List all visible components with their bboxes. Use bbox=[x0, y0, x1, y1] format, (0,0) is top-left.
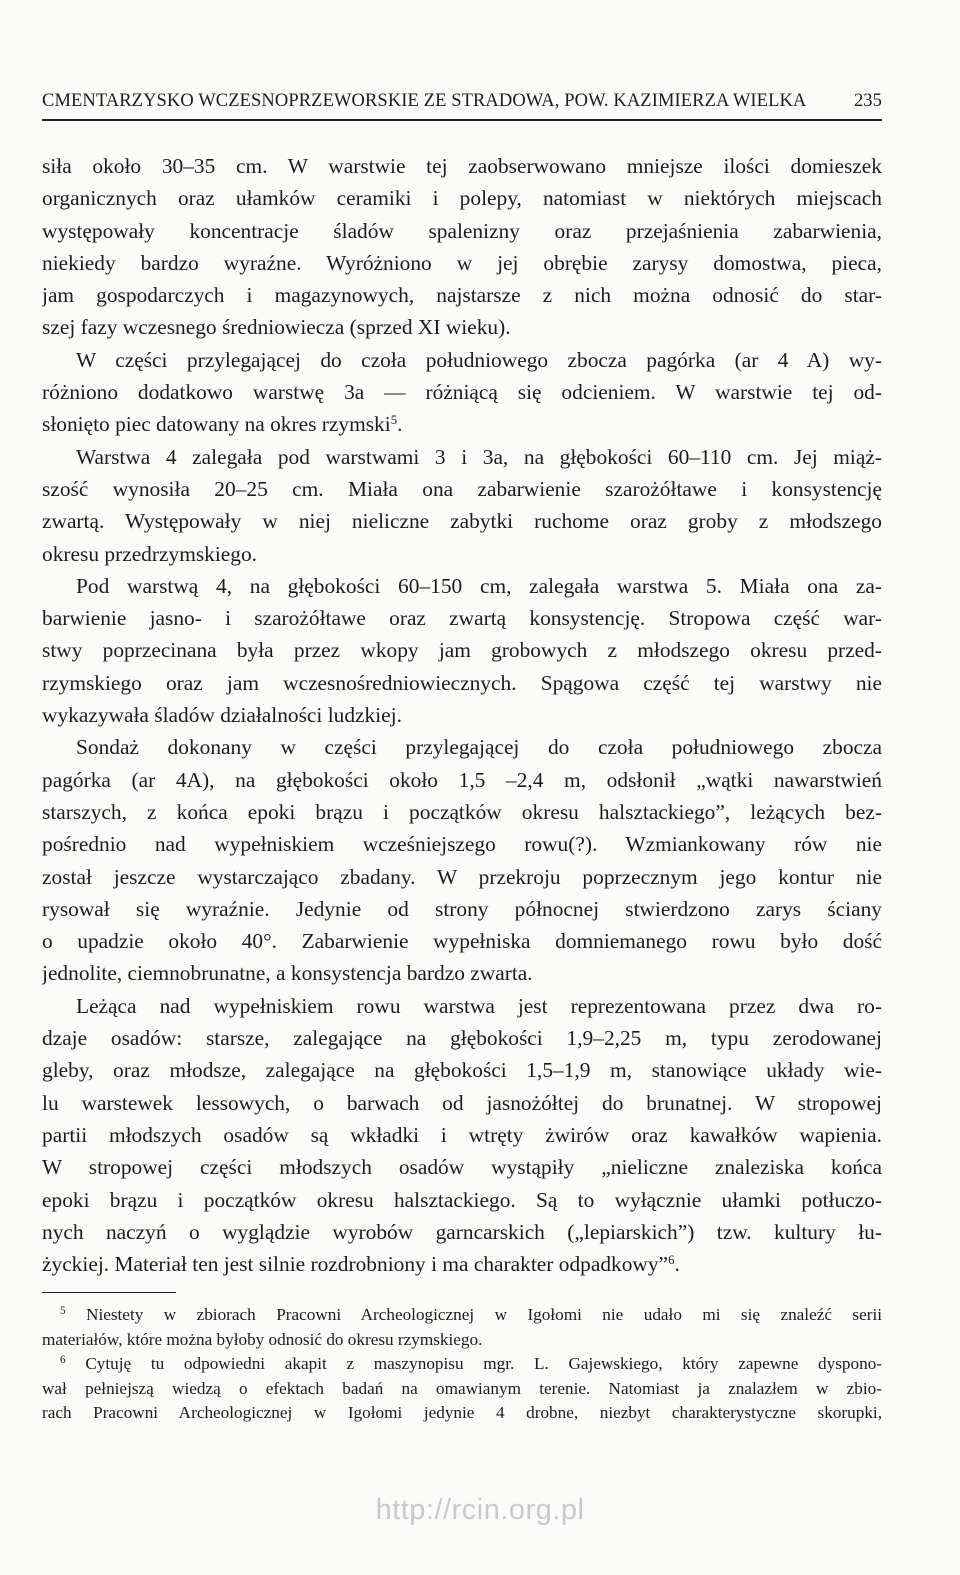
running-title: CMENTARZYSKO WCZESNOPRZEWORSKIE ZE STRADOWA, POW. KAZIMIERZA WIELKA bbox=[42, 91, 807, 111]
text-line: różniono dodatkowo warstwę 3a — różniącą się odcieniem. W warstwie tej od- bbox=[42, 380, 882, 405]
footnote-line bbox=[42, 1352, 882, 1377]
text-line: barwienie jasno- i szarożółtawe oraz zwartą konsystencję. Stropowa część war- bbox=[42, 606, 882, 631]
footnote-text: Cytuję tu odpowiedni akapit z maszynopisu mgr. L. Gajewskiego, który zapewne dyspono- bbox=[85, 1354, 882, 1373]
footnote-number: 5 bbox=[60, 1304, 66, 1317]
text-line: wykazywała śladów działalności ludzkiej. bbox=[42, 703, 402, 728]
page-number: 235 bbox=[853, 91, 882, 111]
text-line: pagórka (ar 4A), na głębokości około 1,5 –2,4 m, odsłonił „wątki nawarstwień bbox=[42, 767, 882, 792]
text-line: szość wynosiła 20–25 cm. Miała ona zabarwienie szarożółtawe i konsystencję bbox=[42, 476, 882, 501]
text-line: lu warstewek lessowych, o barwach od jasnożółtej do brunatnej. W stropowej bbox=[42, 1090, 882, 1115]
text-line: jednolite, ciemnobrunatne, a konsystencja bardzo zwarta. bbox=[42, 961, 533, 986]
footnote-text: Niestety w zbiorach Pracowni Archeologicznej w Igołomi nie udało mi się znaleźć serii bbox=[86, 1305, 882, 1324]
text-line: jam gospodarczych i magazynowych, najstarsze z nich można odnosić do star- bbox=[42, 283, 882, 308]
text-line: Warstwa 4 zalegała pod warstwami 3 i 3a, na głębokości 60–110 cm. Jej miąż- bbox=[76, 444, 882, 469]
text-line: szej fazy wczesnego średniowiecza (sprzed XI wieku). bbox=[42, 315, 511, 340]
footnote-line: materiałów, które można byłoby odnosić do okresu rzymskiego. bbox=[42, 1329, 483, 1349]
text-line: niekiedy bardzo wyraźne. Wyróżniono w jej obrębie zarysy domostwa, pieca, bbox=[42, 250, 882, 275]
text-line: Sondaż dokonany w części przylegającej do czoła południowego zbocza bbox=[76, 735, 882, 760]
text-line: słonięto piec datowany na okres rzymski$^5$. bbox=[42, 412, 403, 437]
text-line: Pod warstwą 4, na głębokości 60–150 cm, zalegała warstwa 5. Miała ona za- bbox=[76, 573, 882, 598]
text-line: pośrednio nad wypełniskiem wcześniejszego rowu(?). Wzmiankowany rów nie bbox=[42, 832, 882, 857]
text-line: występowały koncentracje śladów spalenizny oraz przejaśnienia zabarwienia, bbox=[42, 218, 882, 243]
footnote-reference[interactable]: 6 bbox=[668, 1253, 675, 1268]
footnote-line: wał pełniejszą wiedzą o efektach badań na omawianym terenie. Natomiast ja znalazłem w zbio- bbox=[42, 1378, 882, 1398]
text-fragment: życkiej. Materiał ten jest silnie rozdrobniony i ma charakter odpadkowy” bbox=[42, 1252, 669, 1277]
text-line: stwy poprzecinana była przez wkopy jam grobowych z młodszego okresu przed- bbox=[42, 638, 882, 663]
text-line: W części przylegającej do czoła południowego zbocza pagórka (ar 4 A) wy- bbox=[76, 347, 882, 372]
header-rule bbox=[42, 119, 882, 121]
text-line: rzymskiego oraz jam wczesnośredniowiecznych. Spągowa część tej warstwy nie bbox=[42, 670, 882, 695]
text-line: organicznych oraz ułamków ceramiki i polepy, natomiast w niektórych miejscach bbox=[42, 186, 882, 211]
text-line: partii młodszych osadów są wkładki i wtręty żwirów oraz kawałków wapienia. bbox=[42, 1122, 882, 1147]
text-line: dzaje osadów: starsze, zalegające na głębokości 1,9–2,25 m, typu zerodowanej bbox=[42, 1026, 882, 1051]
footnote-number: 6 bbox=[60, 1353, 66, 1366]
text-line: rysował się wyraźnie. Jedynie od strony północnej stwierdzono zarys ściany bbox=[42, 896, 882, 921]
text-line: Leżąca nad wypełniskiem rowu warstwa jest reprezentowana przez dwa ro- bbox=[76, 993, 882, 1018]
body-text bbox=[42, 150, 882, 1280]
text-line: zwartą. Występowały w niej nieliczne zabytki ruchome oraz groby z młodszego bbox=[42, 509, 882, 534]
text-line: okresu przedrzymskiego. bbox=[42, 541, 258, 566]
footnote-reference[interactable]: 5 bbox=[390, 413, 398, 428]
footnote-line bbox=[42, 1303, 882, 1328]
text-line: W stropowej części młodszych osadów wystąpiły „nieliczne znaleziska końca bbox=[42, 1155, 882, 1180]
text-fragment: słonięto piec datowany na okres rzymski bbox=[42, 412, 391, 437]
text-line: został jeszcze wystarczająco zbadany. W przekroju poprzecznym jego kontur nie bbox=[42, 864, 882, 889]
text-line: nych naczyń o wyglądzie wyrobów garncarskich („lepiarskich”) tzw. kultury łu- bbox=[42, 1219, 882, 1244]
footnote-line: rach Pracowni Archeologicznej w Igołomi jedynie 4 drobne, niezbyt charakterystyczne skorupki, bbox=[42, 1403, 882, 1422]
text-line: gleby, oraz młodsze, zalegające na głębokości 1,5–1,9 m, stanowiące układy wie- bbox=[42, 1058, 882, 1083]
footnotes bbox=[42, 1303, 882, 1426]
watermark-url: http://rcin.org.pl bbox=[375, 1494, 585, 1526]
text-line: o upadzie około 40°. Zabarwienie wypełniska domniemanego rowu było dość bbox=[42, 929, 882, 954]
running-header bbox=[42, 91, 882, 112]
footnote-rule bbox=[42, 1292, 176, 1293]
text-line: życkiej. Materiał ten jest silnie rozdrobniony i ma charakter odpadkowy”$^6$. bbox=[42, 1252, 680, 1277]
text-line: starszych, z końca epoki brązu i początków okresu halsztackiego”, leżących bez- bbox=[42, 799, 882, 824]
text-line: epoki brązu i początków okresu halsztackiego. Są to wyłącznie ułamki potłuczo- bbox=[42, 1187, 882, 1212]
text-line: siła około 30–35 cm. W warstwie tej zaobserwowano mniejsze ilości domieszek bbox=[42, 154, 882, 178]
